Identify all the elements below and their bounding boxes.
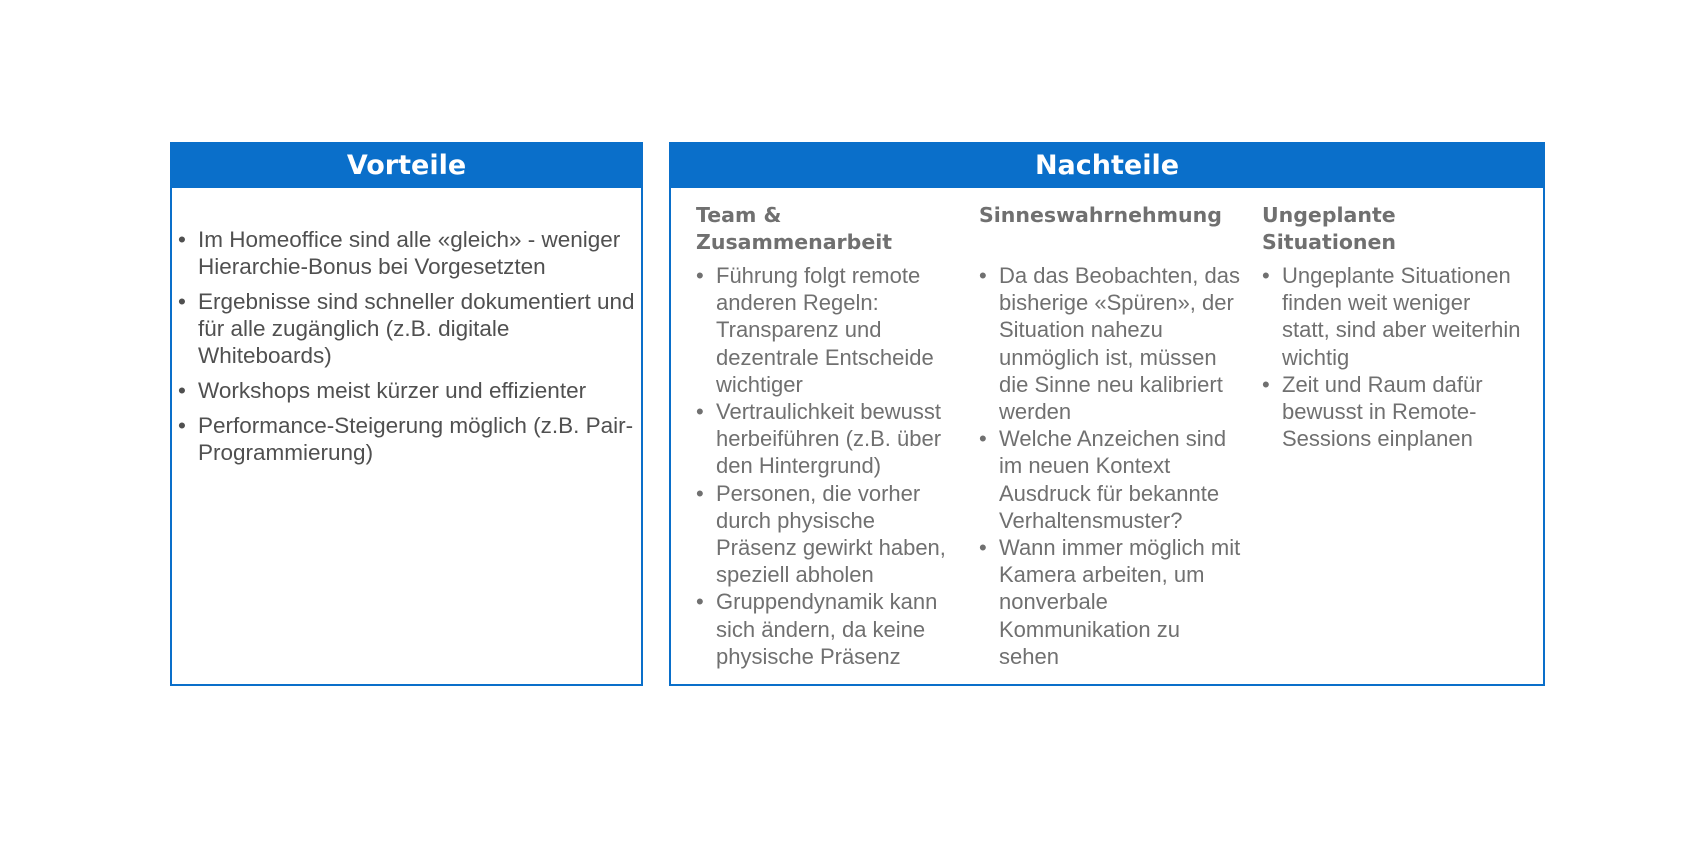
bullet-icon: • (178, 413, 186, 438)
nachteile-column-ungeplant (1262, 202, 1524, 452)
bullet-icon: • (1262, 371, 1270, 397)
bullet-icon: • (979, 426, 987, 452)
vorteile-header: Vorteile (172, 144, 641, 188)
list-item: • Zeit und Raum dafür bewusst in Remote-Sessions einplanen (1262, 371, 1483, 452)
list-item: • Performance-Steigerung möglich (z.B. Pair-Programmierung) (178, 413, 634, 465)
bullet-icon: • (178, 289, 186, 314)
nachteile-header: Nachteile (671, 144, 1543, 188)
ungeplant-list (1262, 262, 1524, 452)
list-item: • Da das Beobachten, das bisherige «Spüren», der Situation nahezu unmöglich ist, müssen die Sinne neu kalibriert werden (979, 263, 1240, 425)
bullet-icon: • (696, 589, 704, 615)
list-item: • Gruppendynamik kann sich ändern, da keine physische Präsenz (696, 589, 938, 669)
list-item: • Workshops meist kürzer und effizienter (178, 378, 587, 403)
bullet-icon: • (696, 263, 704, 288)
list-item: • Personen, die vorher durch physische Präsenz gewirkt haben, speziell abholen (696, 480, 946, 588)
list-item: • Im Homeoffice sind alle «gleich» - weniger Hierarchie-Bonus bei Vorgesetzten (178, 227, 621, 279)
column-heading: Team & Zusammenarbeit (696, 203, 893, 254)
vorteile-list (178, 226, 638, 474)
column-heading: Sinneswahrnehmung (979, 203, 1222, 227)
column-heading: Ungeplante Situationen (1262, 203, 1397, 254)
list-item: • Wann immer möglich mit Kamera arbeiten, um nonverbale Kommunikation zu sehen (979, 535, 1241, 669)
nachteile-column-sinne (979, 202, 1241, 670)
list-item: • Führung folgt remote anderen Regeln: Transparenz und dezentrale Entscheide wichtiger (696, 263, 934, 397)
list-item: • Ergebnisse sind schneller dokumentiert und für alle zugänglich (z.B. digitale Whiteboards) (178, 289, 635, 368)
list-item: • Ungeplante Situationen finden weit weniger statt, sind aber weiterhin wichtig (1262, 263, 1521, 370)
sinne-list (979, 262, 1241, 670)
bullet-icon: • (979, 263, 987, 288)
bullet-icon: • (696, 399, 704, 425)
bullet-icon: • (1262, 263, 1270, 288)
list-item: • Vertraulichkeit bewusst herbeiführen (z.B. über den Hintergrund) (696, 399, 942, 479)
bullet-icon: • (979, 535, 987, 561)
nachteile-panel (669, 142, 1545, 686)
bullet-icon: • (178, 227, 186, 252)
list-item: • Welche Anzeichen sind im neuen Kontext Ausdruck für bekannte Verhaltensmuster? (979, 426, 1227, 533)
nachteile-column-team (696, 202, 958, 670)
bullet-icon: • (696, 480, 704, 506)
team-list (696, 262, 958, 670)
bullet-icon: • (178, 378, 186, 403)
vorteile-panel (170, 142, 643, 686)
